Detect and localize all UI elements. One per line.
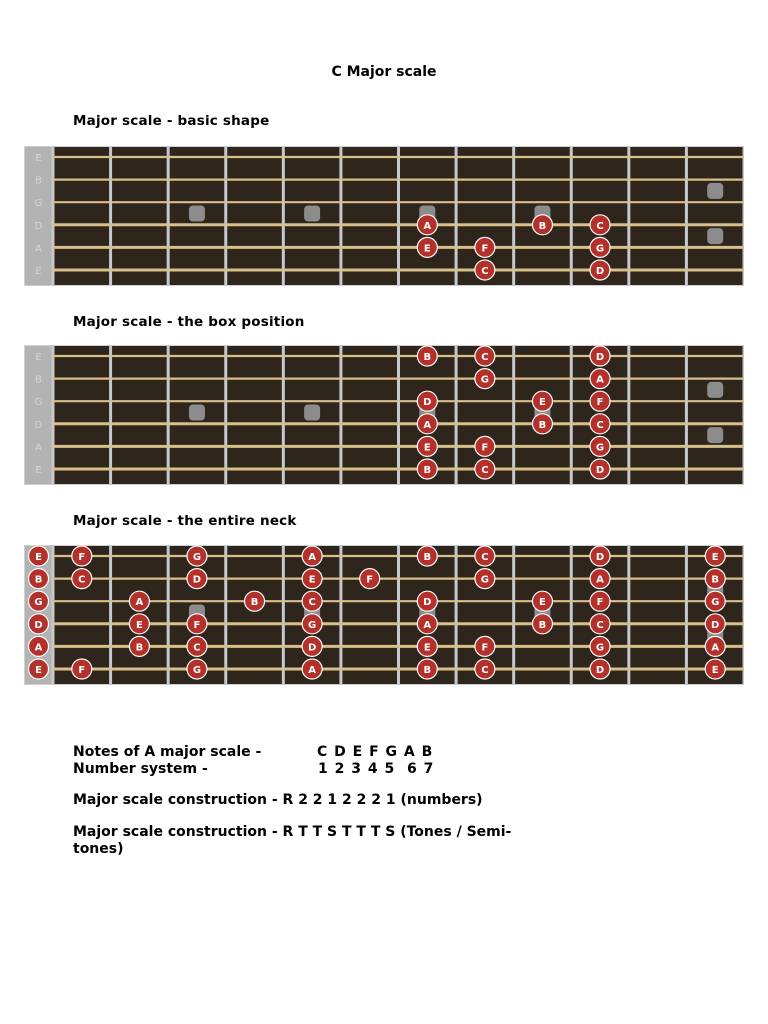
scale-note	[590, 591, 610, 611]
scale-note-label: C	[78, 574, 86, 586]
fret-wire	[339, 146, 342, 286]
fret-wire	[109, 345, 112, 485]
scale-note	[417, 346, 437, 366]
scale-note-label: A	[711, 642, 720, 654]
scale-note-label: E	[539, 597, 546, 609]
scale-note-label: G	[595, 442, 605, 454]
string-name-label: B	[35, 175, 42, 187]
scale-note	[590, 414, 610, 434]
fret-wire	[570, 345, 573, 485]
fret-wire	[397, 146, 400, 286]
scale-note	[29, 636, 49, 656]
scale-note	[532, 414, 552, 434]
fret-wire	[282, 545, 285, 685]
scale-note	[245, 591, 265, 611]
scale-note-label: G	[711, 597, 720, 609]
fret-wire	[167, 146, 170, 286]
scale-note	[590, 369, 610, 389]
scale-note	[475, 436, 495, 456]
inlay-marker	[189, 206, 205, 222]
fret-wire	[397, 545, 400, 685]
scale-note	[417, 659, 437, 679]
scale-note	[187, 546, 207, 566]
scale-note-label: G	[192, 552, 202, 563]
scale-note-label: B	[250, 597, 259, 609]
scale-note-label: G	[595, 642, 605, 654]
scale-note	[475, 459, 495, 479]
scale-note-label: E	[423, 442, 431, 454]
scale-note-label: B	[423, 665, 432, 676]
scale-note	[705, 591, 725, 611]
fret-wire	[685, 345, 688, 485]
fret-wire	[455, 345, 458, 485]
numbers-label: Number system -	[73, 761, 208, 777]
scale-note-label: B	[538, 220, 547, 232]
scale-note	[417, 546, 437, 566]
scale-note-label: D	[307, 642, 317, 654]
scale-note	[475, 346, 495, 366]
scale-note	[417, 614, 437, 634]
fret-wire	[282, 345, 285, 485]
scale-note	[72, 659, 92, 679]
scale-note	[705, 546, 725, 566]
scale-note	[302, 636, 322, 656]
string-name-label: D	[34, 220, 43, 232]
scale-note	[590, 459, 610, 479]
scale-note-label: G	[34, 597, 43, 609]
scale-note-label: E	[539, 397, 546, 409]
scale-note	[417, 459, 437, 479]
scale-note	[705, 569, 725, 589]
scale-note-label: E	[308, 574, 316, 586]
scale-note	[29, 614, 49, 634]
scale-note	[29, 569, 49, 589]
fretboard-wood	[24, 146, 744, 286]
fret-wire	[397, 345, 400, 485]
notes-label: Notes of A major scale -	[73, 744, 262, 760]
fret-wire	[512, 345, 515, 485]
scale-note	[705, 614, 725, 634]
inlay-marker	[707, 183, 723, 199]
scale-note	[475, 369, 495, 389]
scale-note-label: E	[711, 665, 719, 676]
scale-note-label: C	[481, 465, 489, 476]
scale-note	[475, 569, 495, 589]
scale-note	[532, 215, 552, 235]
fret-wire	[685, 146, 688, 286]
fret-wire	[455, 146, 458, 286]
scale-note	[590, 614, 610, 634]
fret-wire	[685, 545, 688, 685]
fret-wire	[224, 146, 227, 286]
fret-wire	[52, 545, 55, 685]
scale-note	[302, 659, 322, 679]
scale-note	[590, 215, 610, 235]
scale-note	[475, 260, 495, 280]
scale-note	[129, 591, 149, 611]
scale-note	[705, 636, 725, 656]
scale-note	[590, 569, 610, 589]
scale-note	[417, 215, 437, 235]
fret-wire	[743, 345, 745, 485]
scale-note	[29, 546, 49, 566]
heading-basic-shape: Major scale - basic shape	[73, 113, 270, 129]
scale-note	[417, 591, 437, 611]
scale-note-label: C	[596, 619, 604, 631]
string-name-label: A	[35, 442, 42, 454]
scale-note-label: A	[34, 642, 43, 654]
fret-wire	[339, 345, 342, 485]
fretboard-entire-neck	[24, 545, 744, 685]
scale-note	[129, 636, 149, 656]
scale-note-label: A	[308, 552, 316, 563]
fret-wire	[570, 545, 573, 685]
scale-note-label: F	[193, 619, 201, 631]
construction-tones-line2: tones)	[73, 841, 124, 857]
heading-box-position: Major scale - the box position	[73, 314, 305, 330]
scale-note-label: E	[35, 665, 42, 676]
scale-note-label: D	[595, 665, 605, 676]
scale-note	[417, 436, 437, 456]
scale-note-label: G	[480, 374, 489, 386]
scale-note	[590, 546, 610, 566]
string-name-label: A	[35, 243, 42, 255]
scale-note-label: A	[423, 619, 432, 631]
page-title: C Major scale	[331, 64, 437, 80]
scale-note	[590, 237, 610, 257]
scale-note-label: F	[481, 642, 489, 654]
scale-note	[475, 659, 495, 679]
heading-entire-neck: Major scale - the entire neck	[73, 513, 297, 529]
scale-note	[302, 546, 322, 566]
scale-note	[417, 636, 437, 656]
inlay-marker	[707, 228, 723, 244]
scale-note-label: B	[423, 465, 432, 476]
string-name-label: E	[35, 153, 42, 164]
fret-wire	[167, 545, 170, 685]
scale-note	[417, 237, 437, 257]
scale-note	[129, 614, 149, 634]
nut	[24, 345, 53, 485]
fretboard-box-position	[24, 345, 744, 485]
scale-note-label: D	[423, 597, 432, 609]
scale-note	[187, 659, 207, 679]
inlay-marker	[707, 427, 723, 443]
scale-note-label: G	[595, 243, 605, 255]
scale-note-label: F	[481, 442, 489, 454]
scale-note	[417, 391, 437, 411]
string-name-label: G	[34, 198, 43, 210]
scale-note-label: C	[596, 220, 604, 232]
scale-note-label: G	[480, 574, 489, 586]
scale-note	[417, 414, 437, 434]
numbers-value: 1 2 3 4 5 6 7	[318, 761, 435, 777]
scale-note-label: B	[135, 642, 144, 654]
scale-note	[590, 436, 610, 456]
scale-note-label: D	[595, 552, 605, 563]
scale-note-label: C	[481, 552, 489, 563]
notes-value: C D E F G A B	[317, 744, 434, 760]
scale-note-label: D	[192, 574, 202, 586]
scale-note-label: B	[538, 619, 547, 631]
string-name-label: E	[35, 352, 42, 363]
scale-note-label: D	[595, 352, 605, 363]
scale-note	[590, 391, 610, 411]
scale-note-label: F	[366, 574, 374, 586]
scale-note	[590, 636, 610, 656]
scale-note-label: E	[711, 552, 719, 563]
scale-note	[360, 569, 380, 589]
fret-wire	[512, 146, 515, 286]
scale-note	[590, 260, 610, 280]
fretboard-wood	[24, 545, 744, 685]
scale-note-label: E	[423, 642, 431, 654]
fret-wire	[743, 146, 745, 286]
scale-note	[302, 614, 322, 634]
fret-wire	[455, 545, 458, 685]
scale-note-label: D	[34, 619, 43, 631]
string-name-label: G	[34, 397, 43, 409]
scale-note	[532, 614, 552, 634]
fret-wire	[627, 345, 630, 485]
scale-note-label: F	[596, 397, 604, 409]
scale-note	[187, 636, 207, 656]
fret-wire	[627, 545, 630, 685]
fret-wire	[52, 146, 55, 286]
scale-note-label: F	[78, 552, 86, 563]
fret-wire	[52, 345, 55, 485]
string-name-label: E	[35, 266, 42, 277]
scale-note	[475, 237, 495, 257]
nut	[24, 146, 53, 286]
fret-wire	[743, 545, 745, 685]
fret-wire	[109, 545, 112, 685]
scale-note-label: B	[34, 574, 43, 586]
inlay-marker	[304, 405, 320, 421]
scale-note	[705, 659, 725, 679]
scale-note-label: A	[135, 597, 144, 609]
scale-note-label: C	[596, 419, 604, 431]
scale-note	[72, 569, 92, 589]
fret-wire	[570, 146, 573, 286]
scale-note	[302, 591, 322, 611]
scale-note-label: A	[308, 665, 316, 676]
scale-note-label: G	[192, 665, 202, 676]
scale-note-label: E	[35, 552, 42, 563]
scale-note-label: F	[596, 597, 604, 609]
scale-note	[187, 569, 207, 589]
inlay-marker	[189, 405, 205, 421]
fret-wire	[282, 146, 285, 286]
construction-tones-line1: Major scale construction - R T T S T T T S (Tones / Semi-	[73, 824, 512, 840]
string-name-label: D	[34, 419, 43, 431]
string-name-label: B	[35, 374, 42, 386]
construction-numbers: Major scale construction - R 2 2 1 2 2 2 1 (numbers)	[73, 792, 483, 808]
scale-note-label: E	[423, 243, 431, 255]
scale-note	[187, 614, 207, 634]
scale-note-label: A	[423, 220, 432, 232]
scale-note-label: B	[423, 552, 432, 563]
scale-note	[475, 546, 495, 566]
scale-note-label: B	[711, 574, 720, 586]
fret-wire	[339, 545, 342, 685]
scale-note	[590, 659, 610, 679]
scale-note-label: D	[423, 397, 432, 409]
fretboard-basic-shape	[24, 146, 744, 286]
fret-wire	[109, 146, 112, 286]
fret-wire	[627, 146, 630, 286]
inlay-marker	[707, 382, 723, 398]
scale-note	[72, 546, 92, 566]
scale-note-label: E	[135, 619, 143, 631]
scale-note-label: D	[595, 465, 605, 476]
string-name-label: E	[35, 465, 42, 476]
scale-note	[29, 659, 49, 679]
scale-note	[475, 636, 495, 656]
scale-note-label: A	[596, 574, 604, 586]
scale-note-label: C	[481, 665, 489, 676]
scale-note-label: C	[481, 266, 489, 277]
scale-note-label: C	[308, 597, 316, 609]
scale-note-label: D	[595, 266, 605, 277]
scale-note	[532, 391, 552, 411]
scale-note-label: G	[308, 619, 317, 631]
scale-note	[302, 569, 322, 589]
scale-note	[29, 591, 49, 611]
fret-wire	[167, 345, 170, 485]
scale-note-label: B	[538, 419, 547, 431]
scale-note	[532, 591, 552, 611]
fret-wire	[224, 545, 227, 685]
fret-wire	[224, 345, 227, 485]
inlay-marker	[304, 206, 320, 222]
scale-note-label: F	[78, 665, 86, 676]
scale-note-label: C	[193, 642, 201, 654]
scale-note-label: C	[481, 352, 489, 363]
fretboard-wood	[24, 345, 744, 485]
scale-note-label: F	[481, 243, 489, 255]
scale-note	[590, 346, 610, 366]
scale-note-label: D	[711, 619, 720, 631]
scale-note-label: A	[596, 374, 604, 386]
scale-note-label: B	[423, 352, 432, 363]
scale-note-label: A	[423, 419, 432, 431]
fret-wire	[512, 545, 515, 685]
